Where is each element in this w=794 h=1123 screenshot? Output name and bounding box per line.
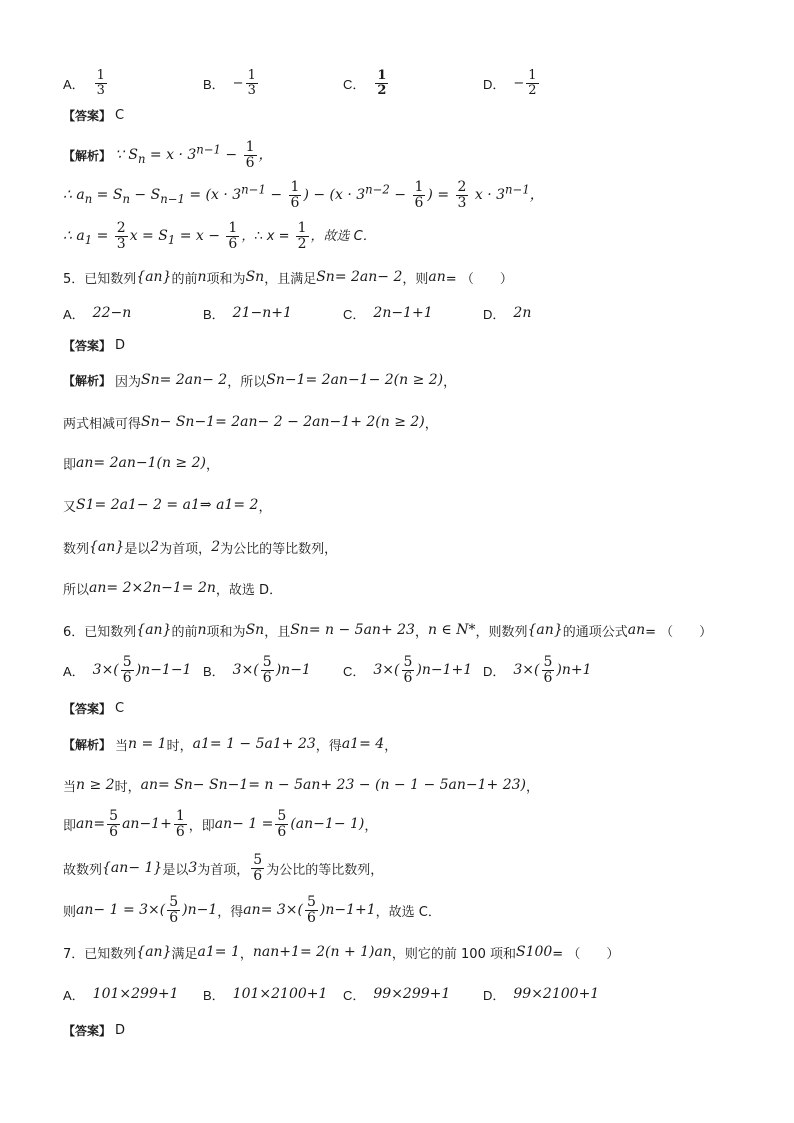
sign: −: [232, 75, 244, 91]
q5-option-d: D． 2 n: [483, 305, 532, 322]
q6-analysis-line-4: 故数列 {a n − 1} 是以 3 为首项， $\frac{5}{6}$ 为公比的等比数列，: [63, 851, 384, 884]
q4-option-a: [63, 63, 109, 103]
q6-analysis-line-3: 即 a n = $\frac{5}{6}$ a n−1 + $\frac{1}{6}$ ，即 a n − 1 = $\frac{5}{6}$ (a n−1 − 1) ，: [63, 807, 378, 840]
q4-analysis-line-2: ∴ $a_n = S_n - S_{n-1} = (x \cdot 3^{n-1}$ − $\frac{1}{6}$ ) − ($x \cdot 3^{n-2}$ − $\frac{1}{6}$ ) = $\frac{2}{3}$ $x \cdot 3^{n-1}$，: [63, 178, 544, 211]
q5-analysis-line-5: 数列 {a n } 是以 2 为首项， 2 为公比的等比数列，: [63, 539, 338, 557]
q5-option-c: C． 2 n−1 +1: [343, 305, 433, 322]
q4-option-d: [483, 63, 541, 103]
q4-option-b: [203, 63, 260, 103]
q5-analysis-line-4: 又 S 1 = 2a 1 − 2 = a 1 ⇒ a 1 = 2 ，: [63, 497, 272, 515]
q7-answer: 【答案】 D: [63, 1022, 126, 1038]
option-label: A．: [63, 76, 85, 92]
q6-stem: 6．已知数列 {a n } 的前 n 项和为 S n ，且 S n = n − 5a n + 23 ， n ∈ N* ，则数列 {a n } 的通项公式 a n = （ ）: [63, 622, 713, 640]
option-label: B．: [203, 76, 225, 92]
q6-analysis-line-1: 【解析】 当 n = 1 时， a 1 = 1 − 5a 1 + 23 ，得 a 1 = 4 ，: [63, 736, 398, 754]
q5-option-b: B． 2 1−n +1: [203, 305, 292, 322]
q5-analysis-line-1: 【解析】 因为 S n = 2a n − 2 ，所以 S n−1 = 2a n−1 − 2(n ≥ 2) ，: [63, 372, 457, 390]
fraction: $\frac{1}{2}$: [528, 67, 537, 98]
q7-option-a: A． 101×2 99 +1: [63, 986, 179, 1003]
q7-option-c: C． 99×2 99 +1: [343, 986, 451, 1003]
analysis-tag: 【解析】: [63, 148, 112, 163]
option-label: D．: [483, 76, 506, 92]
answer-tag: 【答案】: [63, 108, 112, 123]
q7-option-d: D． 99×2 100 +1: [483, 986, 600, 1003]
option-label: C．: [343, 76, 366, 92]
q4-analysis-line-3: ∴ $a_1$ = $\frac{2}{3}$ $x = S_1 = x$ − $\frac{1}{6}$ ，∴ x = $\frac{1}{2}$ ，故选 C．: [63, 219, 376, 252]
q5-stem: 5．已知数列 {a n } 的前 n 项和为 S n ，且满足 S n = 2a n − 2 ，则 a n = （ ）: [63, 269, 513, 287]
q6-option-a: A． 3×( $\frac{5}{6}$ ) n−1 −1: [63, 653, 192, 686]
q6-answer: 【答案】 C: [63, 700, 125, 716]
sign: −: [513, 75, 525, 91]
q5-analysis-line-2: 两式相减可得 S n − S n−1 = 2a n − 2 − 2a n−1 + 2(n ≥ 2) ，: [63, 414, 438, 432]
q6-option-d: D． 3×( $\frac{5}{6}$ ) n +1: [483, 653, 592, 686]
fraction: $\frac{1}{3}$: [247, 67, 256, 98]
q6-analysis-line-2: 当 n ≥ 2 时， a n = S n − S n−1 = n − 5a n + 23 − (n − 1 − 5a n−1 + 23) ，: [63, 777, 540, 795]
q6-analysis-line-5: 则 a n − 1 = 3×( $\frac{5}{6}$ ) n−1 ，得 a n = 3×( $\frac{5}{6}$ ) n−1 +1 ，故选 C．: [63, 893, 441, 926]
q4-answer: [63, 100, 754, 130]
q6-option-c: C． 3×( $\frac{5}{6}$ ) n−1 +1: [343, 653, 473, 686]
q5-analysis-line-6: 所以 a n = 2×2 n−1 = 2 n ，故选 D．: [63, 580, 283, 598]
q7-option-b: B． 101×2 100 +1: [203, 986, 328, 1003]
q4-analysis-line-1: 【解析】 ∵ $S_n = x \cdot 3^{n-1}$ − $\frac{1}{6}$ ，: [63, 138, 273, 171]
q5-answer: 【答案】 D: [63, 337, 126, 353]
q5-analysis-line-3: 即 a n = 2a n−1 (n ≥ 2) ，: [63, 455, 219, 473]
q5-option-a: A． 2 2−n: [63, 305, 132, 322]
q6-option-b: B． 3×( $\frac{5}{6}$ ) n −1: [203, 653, 311, 686]
q4-option-c: [343, 63, 390, 103]
fraction: $\frac{1}{3}$: [96, 67, 105, 98]
q7-stem: 7．已知数列 {a n } 满足 a 1 = 1 ， na n+1 = 2(n + 1)a n ，则它的前 100 项和 S 100 = （ ）: [63, 944, 620, 962]
fraction: $\frac{1}{2}$: [377, 67, 387, 98]
answer-value: C: [115, 107, 125, 123]
